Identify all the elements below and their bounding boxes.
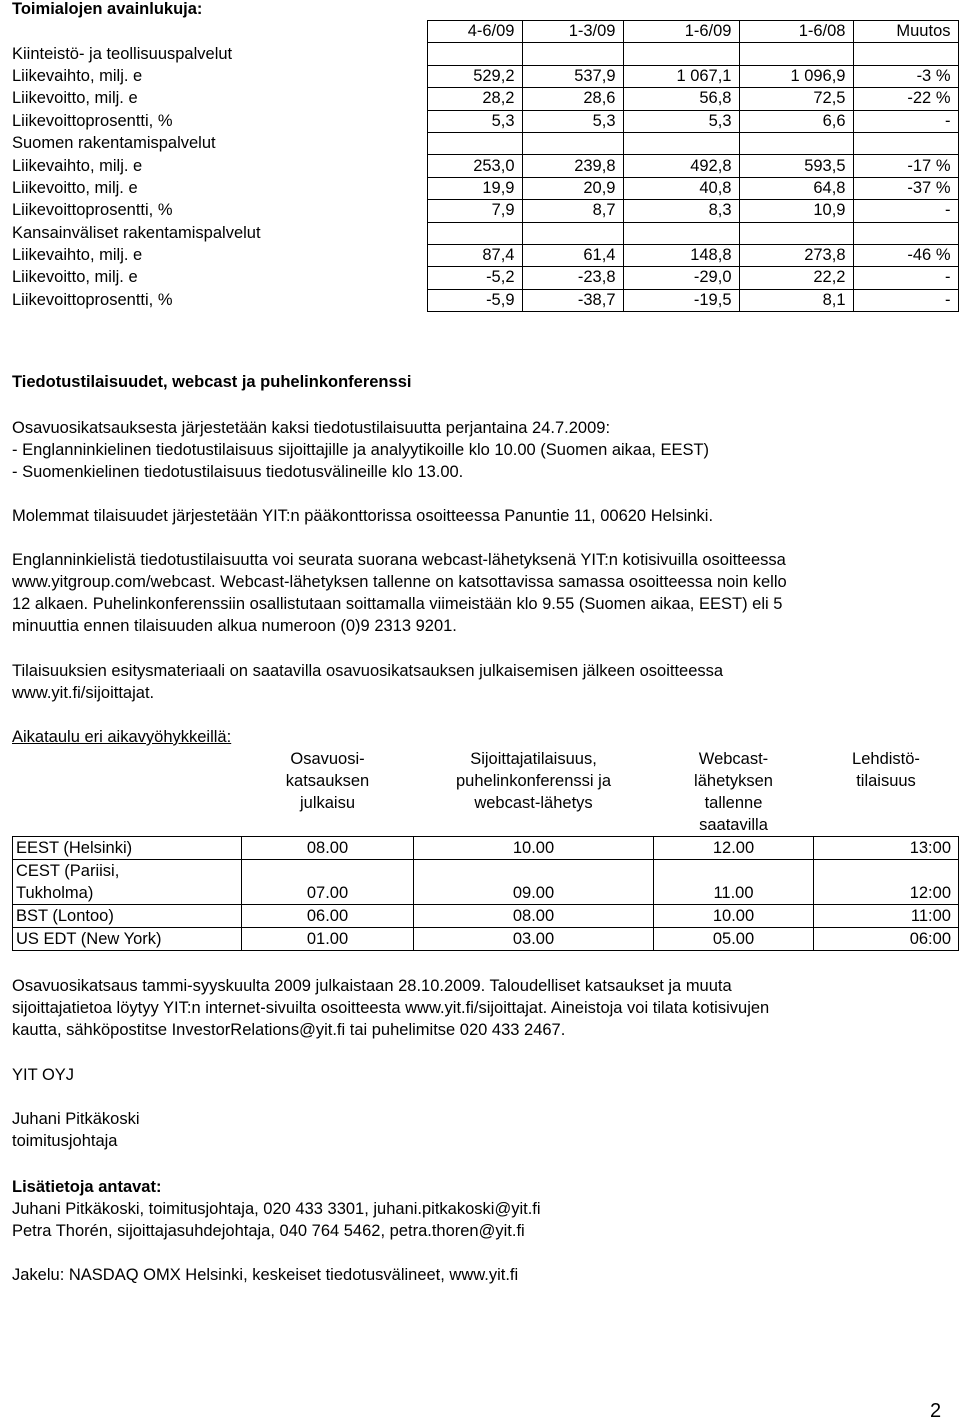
closing-para-line: sijoittajatietoa löytyy YIT:n internet-sivuilta osoitteesta www.yit.fi/sijoittajat. Aineistoja voi tilata kotisivujen (12, 999, 770, 1017)
table-cell (427, 132, 522, 154)
time-cell: 11.00 (654, 860, 814, 905)
contact-line: Petra Thorén, sijoittajasuhdejohtaja, 040 764 5462, petra.thoren@yit.fi (12, 1222, 525, 1240)
time-cell: 10.00 (654, 905, 814, 928)
table-cell: - (853, 289, 958, 311)
time-cell: 08.00 (242, 837, 414, 860)
table-row (12, 267, 958, 289)
table-cell: -5,9 (427, 289, 522, 311)
table-cell: 87,4 (427, 244, 522, 266)
section-label: Kansainväliset rakentamispalvelut (12, 223, 261, 242)
table-cell: -38,7 (522, 289, 623, 311)
time-cell: 12.00 (654, 837, 814, 860)
table-cell: 61,4 (522, 244, 623, 266)
table-cell (853, 132, 958, 154)
column-header: 1-6/09 (623, 21, 739, 43)
page-number: 2 (930, 1400, 942, 1422)
time-cell: 11:00 (814, 905, 959, 928)
key-figures-table (12, 20, 959, 312)
company-name: YIT OYJ (12, 1066, 75, 1084)
signer-title: toimitusjohtaja (12, 1132, 118, 1150)
column-header: Lehdistö- tilaisuus (852, 750, 920, 790)
events-para3-line: 12 alkaen. Puhelinkonferenssiin osallistutaan soittamalla viimeistään klo 9.55 (Suomen aikaa, EEST) eli 5 (12, 595, 783, 613)
table-row (12, 244, 958, 266)
table-cell (739, 222, 853, 244)
table-cell: 5,3 (427, 110, 522, 132)
timezone-cell: CEST (Pariisi, Tukholma) (13, 860, 242, 905)
table-row (12, 289, 958, 311)
column-header: 1-6/08 (739, 21, 853, 43)
table-cell: 5,3 (522, 110, 623, 132)
table-cell: 1 096,9 (739, 65, 853, 87)
time-cell: 06:00 (814, 928, 959, 951)
events-para4-line: Tilaisuuksien esitysmateriaali on saatavilla osavuosikatsauksen julkaisemisen jälkeen osoitteessa (12, 662, 724, 680)
table-cell: 56,8 (623, 88, 739, 110)
table-cell: 253,0 (427, 155, 522, 177)
table-cell: -22 % (853, 88, 958, 110)
events-heading: Tiedotustilaisuudet, webcast ja puhelinkonferenssi (12, 373, 412, 391)
table-cell (623, 222, 739, 244)
table-cell: 28,6 (522, 88, 623, 110)
table-row (12, 177, 958, 199)
table-cell: -46 % (853, 244, 958, 266)
schedule-heading: Aikataulu eri aikavyöhykkeillä: (12, 728, 232, 746)
row-label: Liikevaihto, milj. e (12, 246, 143, 265)
column-header: Sijoittajatilaisuus, puhelinkonferenssi ja webcast-lähetys (455, 750, 612, 812)
table-row (13, 860, 959, 905)
table-cell: 72,5 (739, 88, 853, 110)
events-para1-line: - Englanninkielinen tiedotustilaisuus sijoittajille ja analyytikoille klo 10.00 (Suomen aikaa, EEST) (12, 441, 710, 459)
time-cell: 05.00 (654, 928, 814, 951)
row-label: Liikevoittoprosentti, % (12, 201, 173, 220)
table-header-row (13, 748, 959, 837)
timezone-cell: BST (Lontoo) (13, 905, 242, 928)
timezone-cell: US EDT (New York) (13, 928, 242, 951)
table-cell: 7,9 (427, 200, 522, 222)
row-label: Liikevaihto, milj. e (12, 156, 143, 175)
row-label: Liikevoitto, milj. e (12, 89, 138, 108)
closing-para-line: kautta, sähköpostitse InvestorRelations@yit.fi tai puhelimitse 020 433 2467. (12, 1021, 566, 1039)
column-header: 4-6/09 (427, 21, 522, 43)
row-label: Liikevaihto, milj. e (12, 66, 143, 85)
table-cell: -3 % (853, 65, 958, 87)
table-cell (853, 43, 958, 65)
table-cell: -23,8 (522, 267, 623, 289)
table-cell (623, 43, 739, 65)
table-cell: 273,8 (739, 244, 853, 266)
events-para1-line: - Suomenkielinen tiedotustilaisuus tiedotusvälineille klo 13.00. (12, 463, 464, 481)
contact-line: Juhani Pitkäkoski, toimitusjohtaja, 020 433 3301, juhani.pitkakoski@yit.fi (12, 1200, 541, 1218)
table-cell: 148,8 (623, 244, 739, 266)
column-header: Muutos (853, 21, 958, 43)
table-cell (853, 222, 958, 244)
table-row (12, 110, 958, 132)
table-cell: 40,8 (623, 177, 739, 199)
table-header-row (12, 21, 958, 43)
table-cell: - (853, 267, 958, 289)
table-row (12, 155, 958, 177)
timezone-cell: EEST (Helsinki) (13, 837, 242, 860)
column-header: 1-3/09 (522, 21, 623, 43)
time-cell: 08.00 (414, 905, 654, 928)
table-cell: 20,9 (522, 177, 623, 199)
table-cell (623, 132, 739, 154)
events-para3-line: Englanninkielistä tiedotustilaisuutta voi seurata suorana webcast-lähetyksenä YIT:n kotisivuilla osoitteessa (12, 551, 786, 569)
table-row (12, 200, 958, 222)
time-cell: 13:00 (814, 837, 959, 860)
table-cell: -37 % (853, 177, 958, 199)
time-cell: 01.00 (242, 928, 414, 951)
signer-name: Juhani Pitkäkoski (12, 1110, 140, 1128)
table-cell: -19,5 (623, 289, 739, 311)
table-row (12, 65, 958, 87)
table-cell: 529,2 (427, 65, 522, 87)
table-row (13, 837, 959, 860)
table-cell (427, 222, 522, 244)
section-row (12, 43, 958, 65)
table-cell: 64,8 (739, 177, 853, 199)
table-cell: -17 % (853, 155, 958, 177)
row-label: Liikevoittoprosentti, % (12, 111, 173, 130)
column-header: Osavuosi- katsauksen julkaisu (285, 750, 370, 812)
table-cell: 22,2 (739, 267, 853, 289)
table-cell (739, 43, 853, 65)
table-cell: 1 067,1 (623, 65, 739, 87)
section-row (12, 132, 958, 154)
table-cell: 537,9 (522, 65, 623, 87)
row-label: Liikevoitto, milj. e (12, 268, 138, 287)
events-para3-line: www.yitgroup.com/webcast. Webcast-lähetyksen tallenne on katsottavissa samassa osoitteessa noin kello (12, 573, 787, 591)
table-cell (522, 132, 623, 154)
table-cell (427, 43, 522, 65)
table-cell: 6,6 (739, 110, 853, 132)
time-cell: 07.00 (242, 860, 414, 905)
table-cell: 5,3 (623, 110, 739, 132)
events-para4-line: www.yit.fi/sijoittajat. (12, 684, 155, 702)
table-cell: 8,7 (522, 200, 623, 222)
table-cell: -5,2 (427, 267, 522, 289)
section-row (12, 222, 958, 244)
section-label: Kiinteistö- ja teollisuuspalvelut (12, 44, 233, 63)
table-row (12, 88, 958, 110)
time-cell: 10.00 (414, 837, 654, 860)
distribution-line: Jakelu: NASDAQ OMX Helsinki, keskeiset tiedotusvälineet, www.yit.fi (12, 1266, 519, 1284)
time-cell: 03.00 (414, 928, 654, 951)
events-para1-line: Osavuosikatsauksesta järjestetään kaksi tiedotustilaisuutta perjantaina 24.7.2009: (12, 419, 611, 437)
closing-para-line: Osavuosikatsaus tammi-syyskuulta 2009 julkaistaan 28.10.2009. Taloudelliset katsaukset ja muuta (12, 977, 732, 995)
table-cell: 593,5 (739, 155, 853, 177)
section-label: Suomen rakentamispalvelut (12, 134, 216, 153)
row-label: Liikevoittoprosentti, % (12, 290, 173, 309)
table-cell: - (853, 110, 958, 132)
table-cell: -29,0 (623, 267, 739, 289)
table-cell: 8,1 (739, 289, 853, 311)
table-cell: 28,2 (427, 88, 522, 110)
table-row (13, 928, 959, 951)
table-cell: 8,3 (623, 200, 739, 222)
events-para2-line: Molemmat tilaisuudet järjestetään YIT:n pääkonttorissa osoitteessa Panuntie 11, 00620 Helsinki. (12, 507, 714, 525)
time-cell: 06.00 (242, 905, 414, 928)
table-cell (522, 43, 623, 65)
time-cell: 09.00 (414, 860, 654, 905)
contacts-heading: Lisätietoja antavat: (12, 1178, 162, 1196)
events-para3-line: minuuttia ennen tilaisuuden alkua numeroon (0)9 2313 9201. (12, 617, 457, 635)
key-figures-heading: Toimialojen avainlukuja: (12, 0, 203, 18)
table-cell (522, 222, 623, 244)
time-cell: 12:00 (814, 860, 959, 905)
table-cell: - (853, 200, 958, 222)
row-label: Liikevoitto, milj. e (12, 178, 138, 197)
table-cell: 19,9 (427, 177, 522, 199)
table-cell: 492,8 (623, 155, 739, 177)
table-cell (739, 132, 853, 154)
schedule-table (12, 748, 959, 951)
table-cell: 239,8 (522, 155, 623, 177)
table-row (13, 905, 959, 928)
column-header: Webcast- lähetyksen tallenne saatavilla (694, 750, 773, 834)
table-cell: 10,9 (739, 200, 853, 222)
